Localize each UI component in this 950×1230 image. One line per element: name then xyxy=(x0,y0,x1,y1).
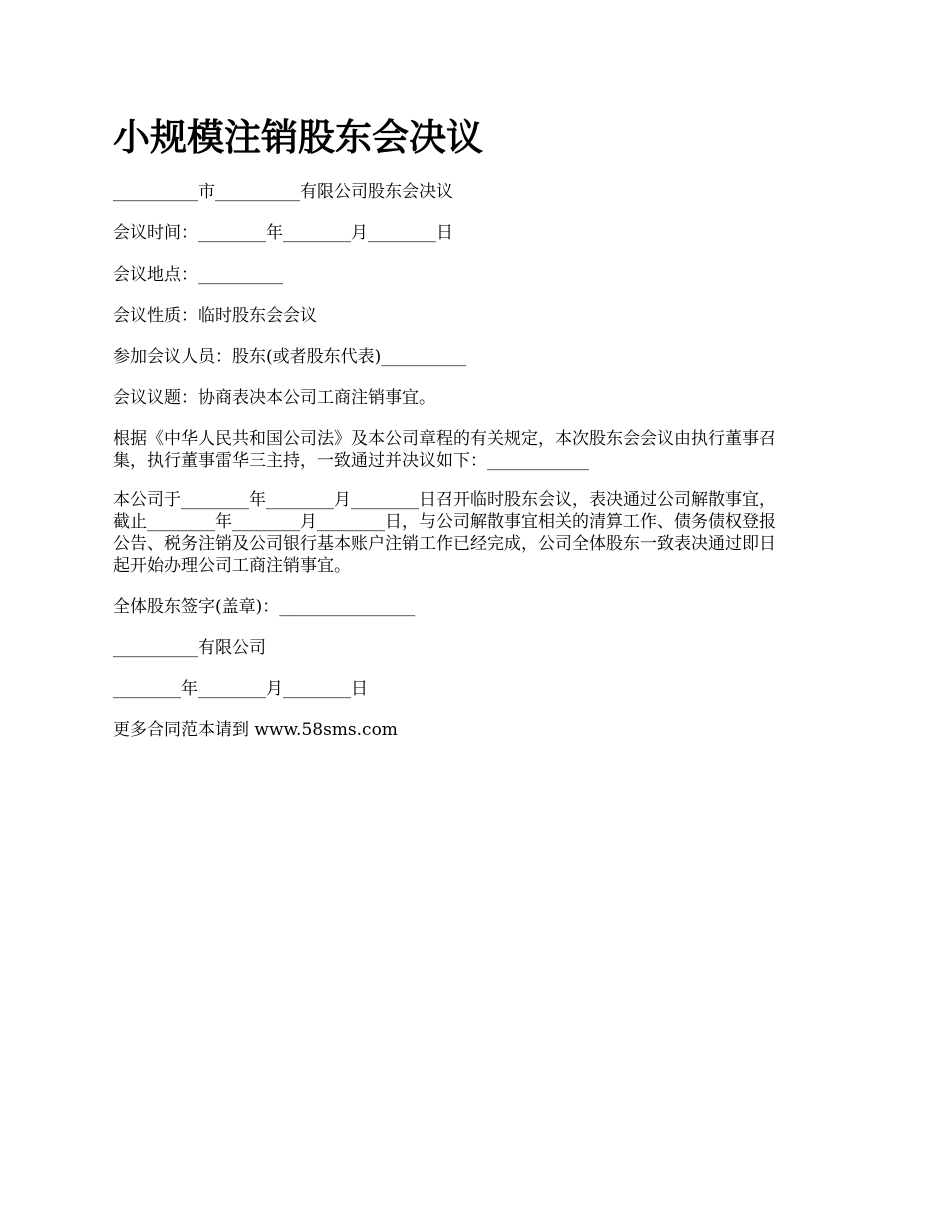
meeting-nature: 会议性质：临时股东会会议 xyxy=(113,306,317,326)
attendees: 参加会议人员：股东(或者股东代表)__________ xyxy=(113,347,467,367)
header-line: __________市__________有限公司股东会决议 xyxy=(113,182,453,202)
company-name-line: __________有限公司 xyxy=(113,638,266,658)
date-line: ________年________月________日 xyxy=(113,679,368,699)
resolution-intro-paragraph: 根据《中华人民共和国公司法》及本公司章程的有关规定，本次股东会会议由执行董事召 集，执行董事雷华三主持，一致通过并决议如下：____________ xyxy=(113,429,776,471)
agenda: 会议议题：协商表决本公司工商注销事宜。 xyxy=(113,388,436,408)
resolution-body-paragraph: 本公司于________年________月________日召开临时股东会议，表决通过公司解散事宜， 截止________年________月________日，与公司解散事宜相关的清算工作、债务债权登报 公告、税务注销及公司银行基本账户注销工作已经完成，公司全体股东一致表决通过即日 起开始办理公司工商注销事宜。 xyxy=(113,490,776,576)
document-title: 小规模注销股东会决议 xyxy=(113,115,483,159)
signature-line: 全体股东签字(盖章)：________________ xyxy=(113,597,416,617)
footer-note: 更多合同范本请到 www.58sms.com xyxy=(113,720,398,740)
meeting-place: 会议地点：__________ xyxy=(113,265,283,285)
meeting-time: 会议时间：________年________月________日 xyxy=(113,223,453,243)
